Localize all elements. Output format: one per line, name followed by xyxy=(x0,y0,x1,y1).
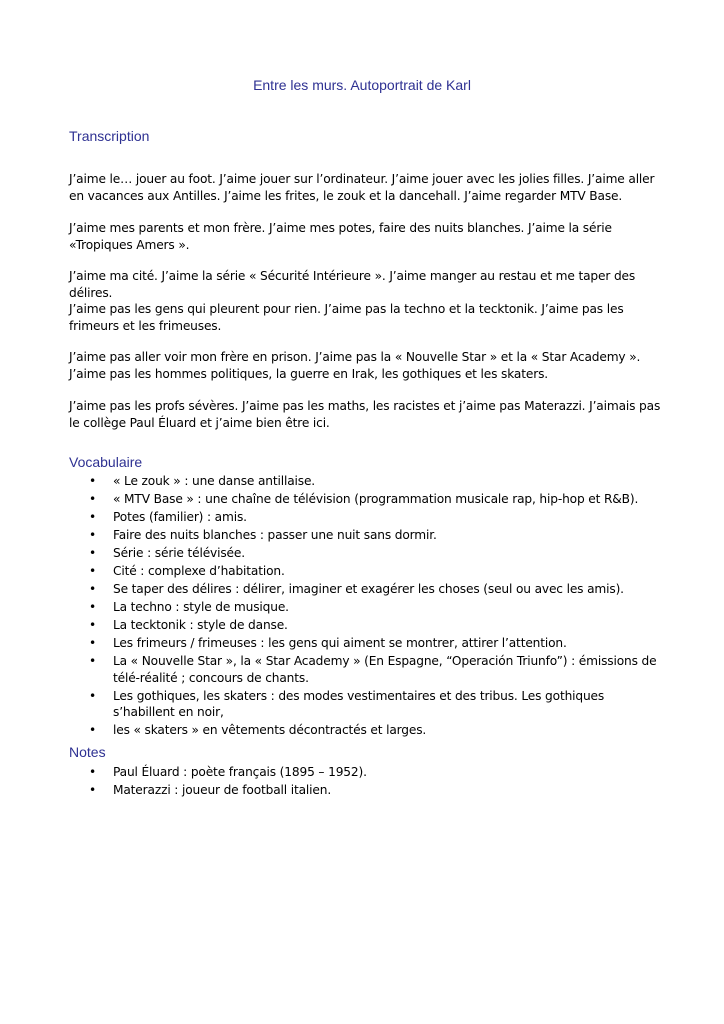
list-item xyxy=(69,617,669,634)
list-item-text: Série : série télévisée. xyxy=(113,546,245,560)
list-item xyxy=(69,782,669,799)
list-item-text: « Le zouk » : une danse antillaise. xyxy=(113,474,316,488)
list-item xyxy=(69,509,669,526)
transcription-paragraph-1: J’aime le… jouer au foot. J’aime jouer sur l’ordinateur. J’aime jouer avec les jolies filles. J’aime aller en vacances aux Antilles. J’aime les frites, le zouk et la dancehall. J’aime regarder MTV Base. xyxy=(69,172,655,203)
vocabulaire-list xyxy=(69,473,669,740)
transcription-paragraph-5: J’aime pas aller voir mon frère en prison. J’aime pas la « Nouvelle Star » et la « Star Academy ». J’aime pas les hommes politiques, la guerre en Irak, les gothiques et les skaters. xyxy=(69,350,641,381)
list-item xyxy=(69,473,669,490)
bullet-icon: • xyxy=(89,546,97,560)
list-item-text: « MTV Base » : une chaîne de télévision (programmation musicale rap, hip-hop et R&B). xyxy=(113,492,639,506)
list-item xyxy=(69,688,669,721)
list-item xyxy=(69,563,669,580)
bullet-icon: • xyxy=(89,783,97,797)
transcription-paragraph-6: J’aime pas les profs sévères. J’aime pas les maths, les racistes et j’aime pas Materazzi. J’aimais pas le collège Paul Éluard et j’aime bien être ici. xyxy=(69,399,661,430)
list-item-text: Les frimeurs / frimeuses : les gens qui aiment se montrer, attirer l’attention. xyxy=(113,636,567,650)
document-title: Entre les murs. Autoportrait de Karl xyxy=(253,77,471,93)
bullet-icon: • xyxy=(89,474,97,488)
notes-list xyxy=(69,764,669,800)
vocabulaire-heading: Vocabulaire xyxy=(69,454,143,470)
transcription-paragraph-4: J’aime pas les gens qui pleurent pour rien. J’aime pas la techno et la tecktonik. J’aime pas les frimeurs et les frimeuses. xyxy=(69,302,624,333)
list-item-text: Materazzi : joueur de football italien. xyxy=(113,783,332,797)
bullet-icon: • xyxy=(89,723,97,737)
transcription-paragraph-2: J’aime mes parents et mon frère. J’aime mes potes, faire des nuits blanches. J’aime la série «Tropiques Amers ». xyxy=(69,221,612,252)
list-item xyxy=(69,581,669,598)
list-item-text: Paul Éluard : poète français (1895 – 1952). xyxy=(113,765,367,779)
bullet-icon: • xyxy=(89,618,97,632)
list-item xyxy=(69,545,669,562)
list-item xyxy=(69,722,669,739)
list-item-text: La tecktonik : style de danse. xyxy=(113,618,288,632)
list-item-text: La « Nouvelle Star », la « Star Academy » (En Espagne, “Operación Triunfo”) : émissions de télé-réalité ; concours de chants. xyxy=(113,654,657,685)
list-item-text: Cité : complexe d’habitation. xyxy=(113,564,285,578)
list-item xyxy=(69,764,669,781)
list-item-text: les « skaters » en vêtements décontractés et larges. xyxy=(113,723,427,737)
list-item xyxy=(69,653,669,686)
list-item-text: Faire des nuits blanches : passer une nuit sans dormir. xyxy=(113,528,437,542)
transcription-paragraph-3: J’aime ma cité. J’aime la série « Sécurité Intérieure ». J’aime manger au restau et me taper des délires. xyxy=(69,269,636,300)
bullet-icon: • xyxy=(89,765,97,779)
notes-heading: Notes xyxy=(69,744,106,760)
list-item-text: Se taper des délires : délirer, imaginer et exagérer les choses (seul ou avec les amis). xyxy=(113,582,624,596)
bullet-icon: • xyxy=(89,528,97,542)
bullet-icon: • xyxy=(89,492,97,506)
bullet-icon: • xyxy=(89,564,97,578)
bullet-icon: • xyxy=(89,654,97,668)
list-item xyxy=(69,635,669,652)
bullet-icon: • xyxy=(89,688,97,703)
list-item xyxy=(69,491,669,508)
list-item xyxy=(69,599,669,616)
list-item-text: Les gothiques, les skaters : des modes vestimentaires et des tribus. Les gothiques s’habillent en noir, xyxy=(113,688,605,719)
bullet-icon: • xyxy=(89,510,97,524)
bullet-icon: • xyxy=(89,600,97,614)
list-item-text: Potes (familier) : amis. xyxy=(113,510,247,524)
bullet-icon: • xyxy=(89,636,97,650)
transcription-heading: Transcription xyxy=(69,128,150,144)
list-item-text: La techno : style de musique. xyxy=(113,600,289,614)
bullet-icon: • xyxy=(89,582,97,596)
list-item xyxy=(69,527,669,544)
